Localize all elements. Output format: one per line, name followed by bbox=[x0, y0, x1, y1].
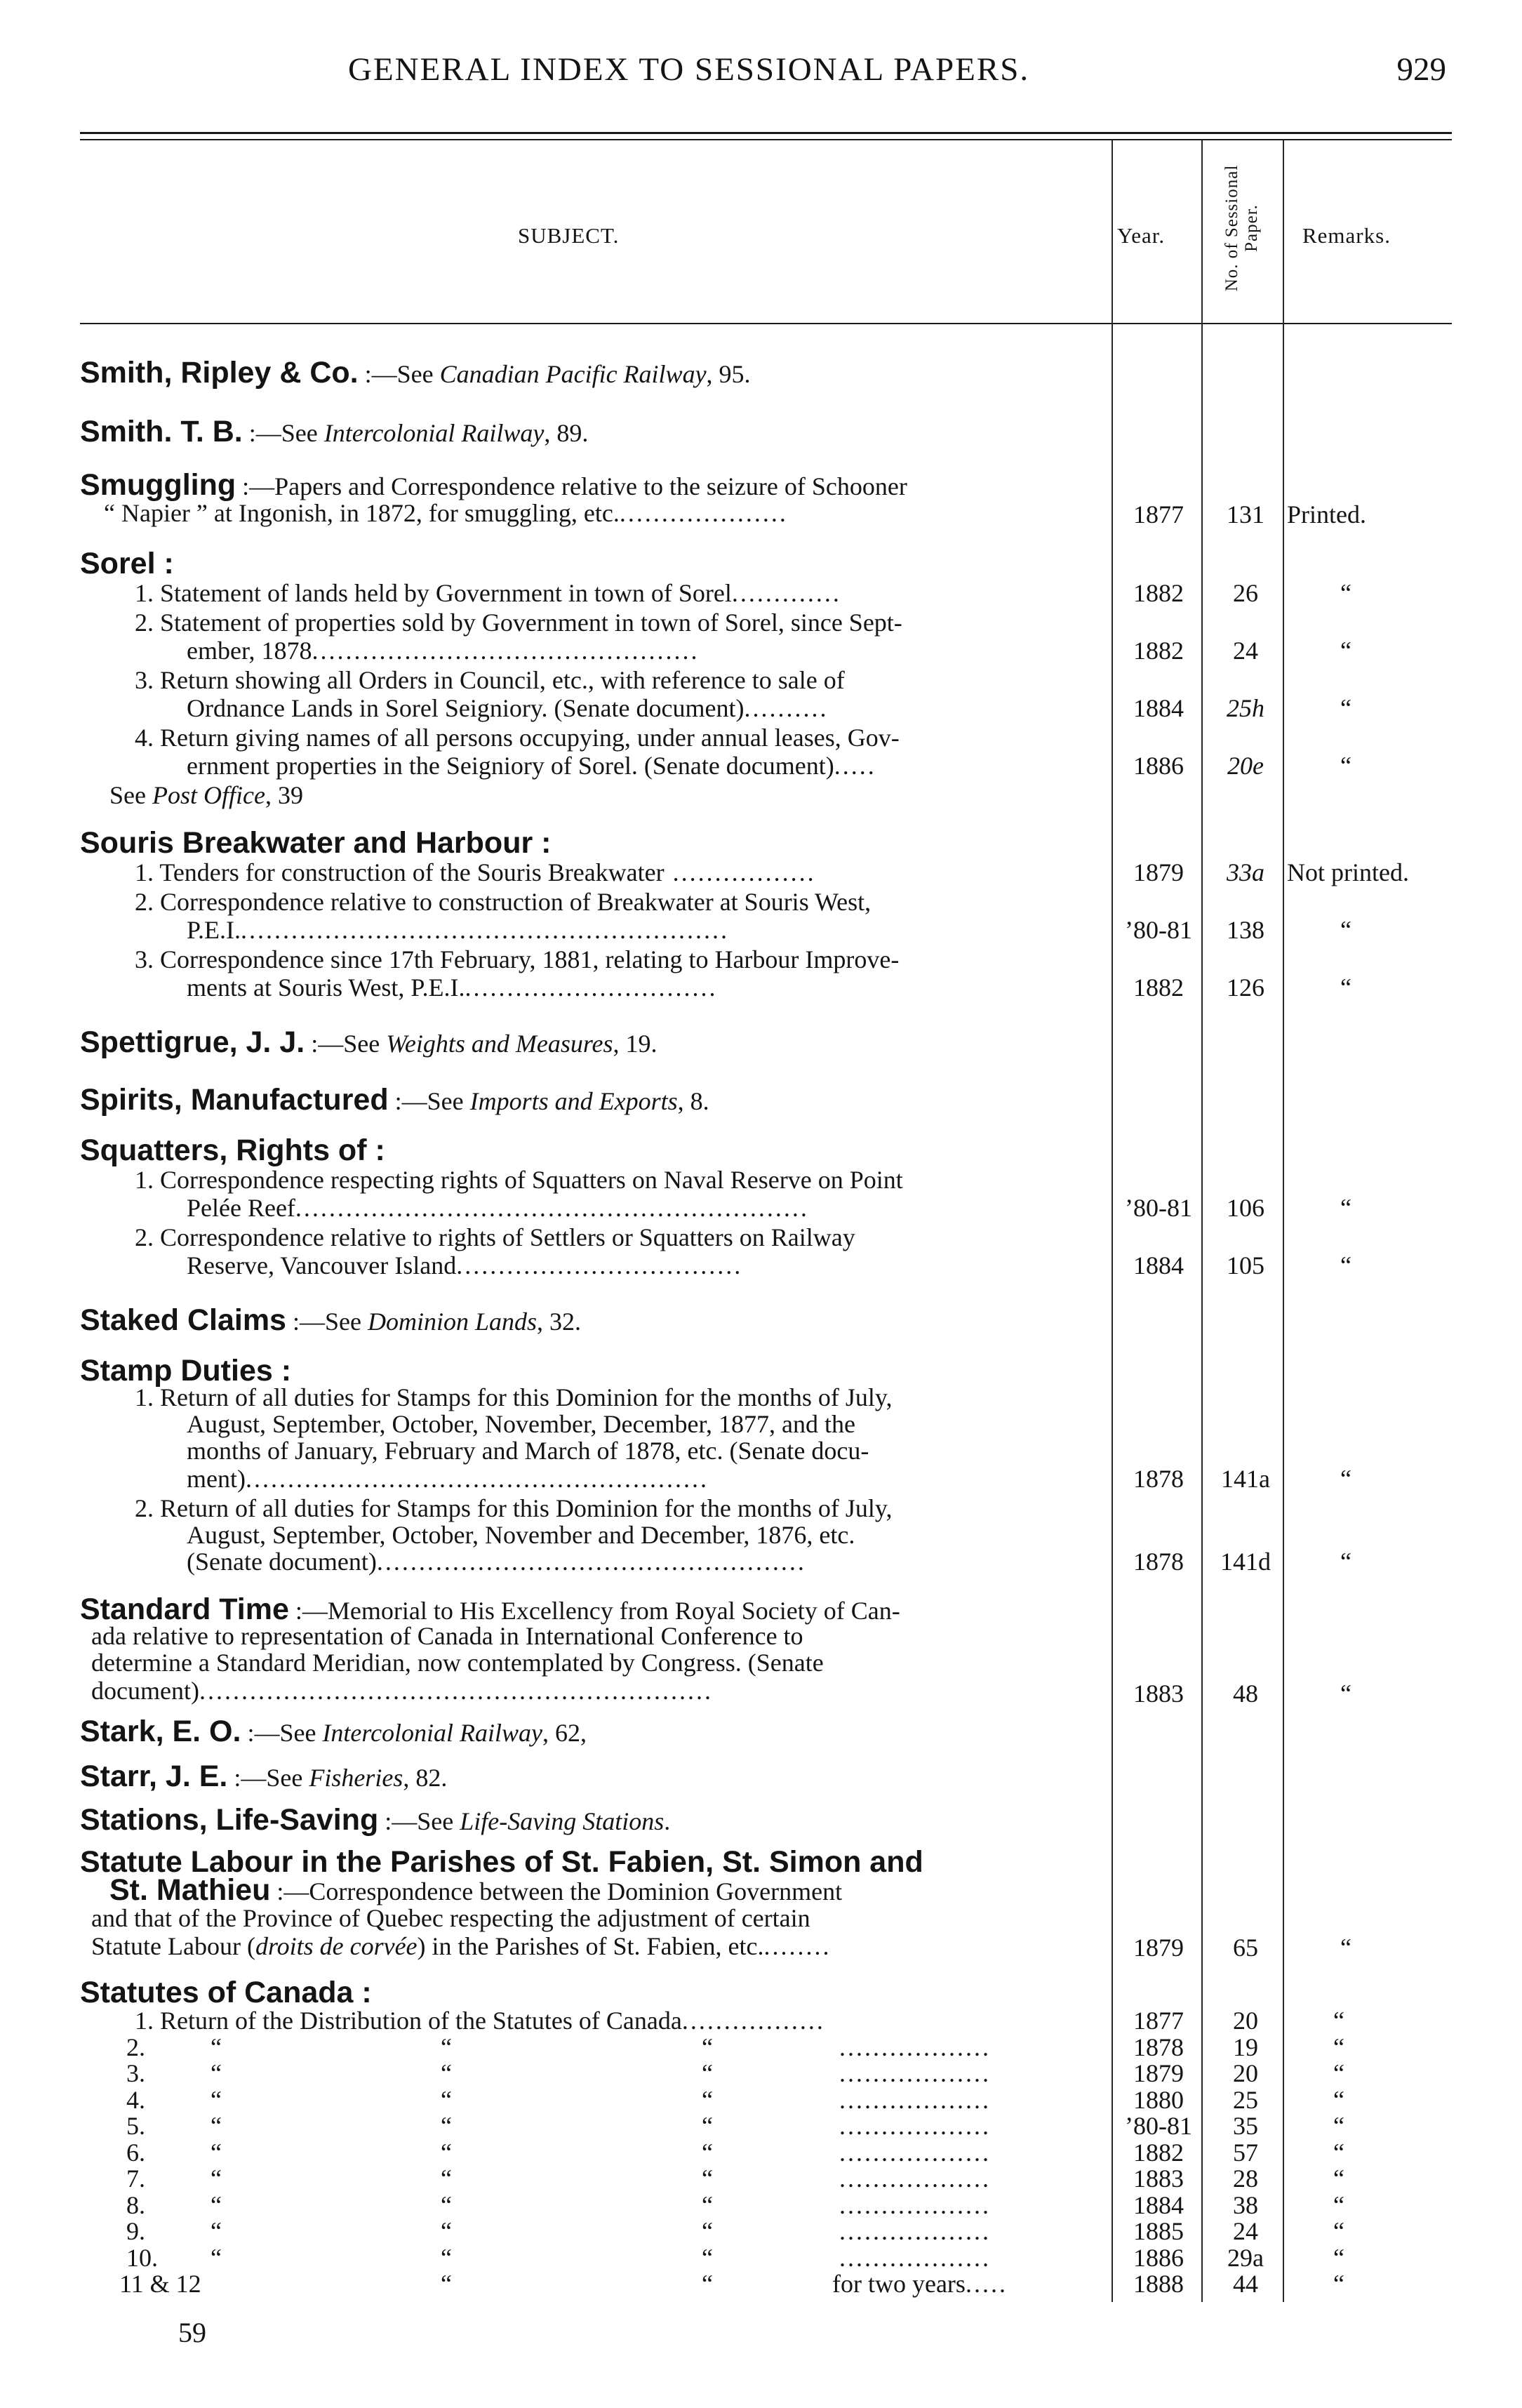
statute-row-text: for two years..... bbox=[832, 2270, 1008, 2298]
statute-row-number: 6. bbox=[126, 2138, 145, 2167]
list-item: 4. Return giving names of all persons occupying, under annual leases, Gov- bbox=[135, 724, 900, 752]
remarks-cell: “ bbox=[1333, 2033, 1344, 2061]
remarks-cell: “ bbox=[1340, 1465, 1351, 1493]
year-cell: ’80-81 bbox=[1125, 2112, 1192, 2140]
paper-number-cell: 106 bbox=[1227, 1194, 1264, 1222]
leader-dots: .................. bbox=[839, 2059, 991, 2087]
paper-number-column-header: No. of Sessional Paper. bbox=[1222, 164, 1261, 292]
remarks-cell: “ bbox=[1340, 973, 1351, 1002]
ditto-mark: “ bbox=[441, 2033, 452, 2061]
page-number: 929 bbox=[1396, 51, 1446, 88]
year-cell: 1884 bbox=[1133, 2191, 1184, 2219]
paper-number-cell: 19 bbox=[1233, 2033, 1258, 2061]
ditto-mark: “ bbox=[211, 2059, 222, 2087]
ditto-mark: “ bbox=[702, 2164, 713, 2193]
year-cell: 1888 bbox=[1133, 2270, 1184, 2298]
paper-number-cell: 26 bbox=[1233, 579, 1258, 607]
paper-number-cell: 20 bbox=[1233, 2007, 1258, 2035]
paper-number-cell: 141a bbox=[1221, 1465, 1270, 1493]
ditto-mark: “ bbox=[211, 2112, 222, 2140]
statute-row-number: 9. bbox=[126, 2217, 145, 2245]
year-cell: 1883 bbox=[1133, 1679, 1184, 1708]
remarks-cell: “ bbox=[1333, 2138, 1344, 2167]
leader-dots: .................. bbox=[839, 2112, 991, 2140]
ditto-mark: “ bbox=[211, 2244, 222, 2272]
ditto-mark: “ bbox=[441, 2270, 452, 2298]
paper-number-cell: 105 bbox=[1227, 1251, 1264, 1279]
paper-number-cell: 33a bbox=[1227, 858, 1264, 886]
ditto-mark: “ bbox=[211, 2164, 222, 2193]
ditto-mark: “ bbox=[702, 2191, 713, 2219]
ditto-mark: “ bbox=[441, 2217, 452, 2245]
entry-smith-tb: Smith. T. B. :—See Intercolonial Railway, 89. bbox=[80, 415, 589, 448]
leader-dots: .................. bbox=[839, 2217, 991, 2245]
year-cell: 1884 bbox=[1133, 1251, 1184, 1279]
entry-staked-claims: Staked Claims :—See Dominion Lands, 32. bbox=[80, 1303, 581, 1337]
remarks-cell: “ bbox=[1333, 2164, 1344, 2193]
paper-number-cell: 38 bbox=[1233, 2191, 1258, 2219]
year-cell: 1880 bbox=[1133, 2086, 1184, 2114]
remarks-cell: Not printed. bbox=[1287, 858, 1409, 886]
year-cell: 1882 bbox=[1133, 579, 1184, 607]
leader-dots: .................. bbox=[839, 2033, 991, 2061]
year-cell: 1878 bbox=[1133, 2033, 1184, 2061]
statute-row-number: 2. bbox=[126, 2033, 145, 2061]
paper-number-cell: 29a bbox=[1227, 2244, 1264, 2272]
ditto-mark: “ bbox=[702, 2244, 713, 2272]
year-cell: 1886 bbox=[1133, 752, 1184, 780]
entry-spettigrue: Spettigrue, J. J. :—See Weights and Measures, 19. bbox=[80, 1025, 657, 1059]
list-item: 1. Correspondence respecting rights of Squatters on Naval Reserve on Point bbox=[135, 1166, 903, 1194]
list-item: 2. Correspondence relative to construction of Breakwater at Souris West, bbox=[135, 888, 872, 916]
ditto-mark: “ bbox=[211, 2086, 222, 2114]
year-cell: 1885 bbox=[1133, 2217, 1184, 2245]
list-item: 2. Correspondence relative to rights of Settlers or Squatters on Railway bbox=[135, 1223, 855, 1251]
paper-number-cell: 44 bbox=[1233, 2270, 1258, 2298]
paper-number-cell: 35 bbox=[1233, 2112, 1258, 2140]
ditto-mark: “ bbox=[702, 2270, 713, 2298]
remarks-cell: “ bbox=[1333, 2217, 1344, 2245]
ditto-mark: “ bbox=[441, 2086, 452, 2114]
ditto-mark: “ bbox=[441, 2059, 452, 2087]
year-cell: 1884 bbox=[1133, 694, 1184, 722]
list-item: 1. Return of the Distribution of the Statutes of Canada................. bbox=[135, 2007, 825, 2035]
leader-dots: .................. bbox=[839, 2244, 991, 2272]
year-cell: 1878 bbox=[1133, 1465, 1184, 1493]
leader-dots: .................. bbox=[839, 2086, 991, 2114]
year-cell: 1879 bbox=[1133, 2059, 1184, 2087]
statute-row-number: 11 & 12 bbox=[119, 2270, 201, 2298]
ditto-mark: “ bbox=[702, 2033, 713, 2061]
ditto-mark: “ bbox=[702, 2086, 713, 2114]
year-cell: ’80-81 bbox=[1125, 916, 1192, 944]
entry-spirits: Spirits, Manufactured :—See Imports and Exports, 8. bbox=[80, 1083, 709, 1117]
year-cell: 1878 bbox=[1133, 1548, 1184, 1576]
remarks-column-header: Remarks. bbox=[1302, 223, 1391, 248]
leader-dots: .................. bbox=[839, 2164, 991, 2193]
paper-number-cell: 138 bbox=[1227, 916, 1264, 944]
list-item: 3. Correspondence since 17th February, 1881, relating to Harbour Improve- bbox=[135, 945, 900, 973]
ditto-mark: “ bbox=[211, 2191, 222, 2219]
see-also: See Post Office, 39 bbox=[109, 781, 303, 809]
leader-dots: .................. bbox=[839, 2191, 991, 2219]
remarks-cell: “ bbox=[1340, 752, 1351, 780]
statute-row-number: 7. bbox=[126, 2164, 145, 2193]
ditto-mark: “ bbox=[702, 2059, 713, 2087]
paper-number-cell: 24 bbox=[1233, 637, 1258, 665]
ditto-mark: “ bbox=[702, 2217, 713, 2245]
paper-number-cell: 28 bbox=[1233, 2164, 1258, 2193]
remarks-cell: “ bbox=[1333, 2270, 1344, 2298]
remarks-cell: “ bbox=[1340, 1679, 1351, 1708]
paper-number-cell: 25 bbox=[1233, 2086, 1258, 2114]
remarks-cell: Printed. bbox=[1287, 500, 1366, 528]
year-cell: 1877 bbox=[1133, 500, 1184, 528]
subject-column-header: SUBJECT. bbox=[518, 223, 620, 248]
ditto-mark: “ bbox=[211, 2138, 222, 2167]
ditto-mark: “ bbox=[441, 2244, 452, 2272]
remarks-cell: “ bbox=[1333, 2191, 1344, 2219]
remarks-cell: “ bbox=[1340, 1194, 1351, 1222]
entry-stark: Stark, E. O. :—See Intercolonial Railway, 62, bbox=[80, 1715, 587, 1748]
remarks-cell: “ bbox=[1340, 1548, 1351, 1576]
year-cell: 1882 bbox=[1133, 637, 1184, 665]
statute-row-number: 4. bbox=[126, 2086, 145, 2114]
paper-number-cell: 141d bbox=[1220, 1548, 1271, 1576]
statute-row-number: 10. bbox=[126, 2244, 158, 2272]
ditto-mark: “ bbox=[702, 2112, 713, 2140]
paper-number-cell: 25h bbox=[1227, 694, 1264, 722]
list-item: 1. Tenders for construction of the Souris Breakwater ................. bbox=[135, 858, 816, 886]
page-title: GENERAL INDEX TO SESSIONAL PAPERS. bbox=[348, 51, 1030, 88]
statute-row-number: 3. bbox=[126, 2059, 145, 2087]
ditto-mark: “ bbox=[702, 2138, 713, 2167]
year-cell: 1886 bbox=[1133, 2244, 1184, 2272]
entry-starr: Starr, J. E. :—See Fisheries, 82. bbox=[80, 1760, 448, 1793]
year-cell: 1883 bbox=[1133, 2164, 1184, 2193]
year-cell: 1882 bbox=[1133, 2138, 1184, 2167]
list-item: 2. Return of all duties for Stamps for this Dominion for the months of July, bbox=[135, 1494, 893, 1522]
remarks-cell: “ bbox=[1340, 1934, 1351, 1962]
list-item: 1. Statement of lands held by Government in town of Sorel............. bbox=[135, 579, 841, 607]
leader-dots: .................. bbox=[839, 2138, 991, 2167]
list-item: 1. Return of all duties for Stamps for this Dominion for the months of July, bbox=[135, 1383, 893, 1411]
paper-number-cell: 126 bbox=[1227, 973, 1264, 1002]
paper-number-cell: 48 bbox=[1233, 1679, 1258, 1708]
ditto-mark: “ bbox=[441, 2191, 452, 2219]
year-cell: 1879 bbox=[1133, 858, 1184, 886]
remarks-cell: “ bbox=[1340, 579, 1351, 607]
paper-number-cell: 20e bbox=[1227, 752, 1264, 780]
paper-number-cell: 65 bbox=[1233, 1934, 1258, 1962]
remarks-cell: “ bbox=[1340, 694, 1351, 722]
list-item: 3. Return showing all Orders in Council, etc., with reference to sale of bbox=[135, 666, 845, 694]
list-item: 2. Statement of properties sold by Government in town of Sorel, since Sept- bbox=[135, 608, 902, 637]
remarks-cell: “ bbox=[1333, 2086, 1344, 2114]
paper-number-cell: 20 bbox=[1233, 2059, 1258, 2087]
ditto-mark: “ bbox=[211, 2217, 222, 2245]
statute-row-number: 8. bbox=[126, 2191, 145, 2219]
statute-row-number: 5. bbox=[126, 2112, 145, 2140]
remarks-cell: “ bbox=[1333, 2059, 1344, 2087]
ditto-mark: “ bbox=[441, 2138, 452, 2167]
remarks-cell: “ bbox=[1340, 637, 1351, 665]
signature-mark: 59 bbox=[178, 2317, 206, 2348]
year-cell: 1882 bbox=[1133, 973, 1184, 1002]
remarks-cell: “ bbox=[1340, 916, 1351, 944]
paper-number-cell: 131 bbox=[1227, 500, 1264, 528]
year-cell: 1879 bbox=[1133, 1934, 1184, 1962]
entry-stations: Stations, Life-Saving :—See Life-Saving Stations. bbox=[80, 1803, 671, 1837]
paper-number-cell: 24 bbox=[1233, 2217, 1258, 2245]
ditto-mark: “ bbox=[441, 2164, 452, 2193]
year-cell: ’80-81 bbox=[1125, 1194, 1192, 1222]
remarks-cell: “ bbox=[1340, 1251, 1351, 1279]
year-cell: 1877 bbox=[1133, 2007, 1184, 2035]
remarks-cell: “ bbox=[1333, 2007, 1344, 2035]
year-column-header: Year. bbox=[1117, 223, 1166, 248]
remarks-cell: “ bbox=[1333, 2112, 1344, 2140]
ditto-mark: “ bbox=[441, 2112, 452, 2140]
paper-number-cell: 57 bbox=[1233, 2138, 1258, 2167]
index-body: Smith, Ripley & Co. :—See Canadian Pacific Railway, 95. Smith. T. B. :—See Intercolonial Railway, 89. Smuggling :—Papers and Correspondence relative to the seizure of Schooner “ Napier ” at Ingonish, in 1872, for smuggling, etc..................... 1877 131 Printed. Sorel : 1. Statement of lands held by Government in town of Sorel............. 1882 26 “ 2. Statement of properties sold by Government in town of Sorel, since Sept- ember, 1878.............................................. 1882 24 “ 3. Return showing all Orders in Council, etc., with reference to sale of Ordnance Lands in Sorel Seigniory. (Senate document).......... 1884 25h “ 4. Return giving names of all persons occupying, under annual leases, Gov- ernment properties in the Seigniory of Sorel. (Senate document)..... 1886 20e “ See Post Office, 39 Souris Breakwater and Harbour : 1. Tenders for construction of the Souris Breakwater ................. 1879 33a Not printed. 2. Correspondence relative to construction of Breakwater at Souris West, P.E.I........................................................... ’80-81 138 “ 3. Correspondence since 17th February, 1881, relating to Harbour Improve- ments at Souris West, P.E.I............................... 1882 126 “ Spettigrue, J. J. :—See Weights and Measures, 19. Spirits, Manufactured :—See Imports and Exports, 8. Squatters, Rights of : 1. Correspondence respecting rights of Squatters on Naval Reserve on Point Pelée Reef............................................................. ’80-81 106 “ 2. Correspondence relative to rights of Settlers or Squatters on Railway Reserve, Vancouver Island.................................. 1884 105 “ Staked Claims :—See Dominion Lands, 32. Stamp Duties : 1. Return of all duties for Stamps for this Dominion for the months of July, August, September, October, November, December, 1877, and the months of January, February and March of 1878, etc. (Senate docu- ment)....................................................... 1878 141a “ 2. Return of all duties for Stamps for this Dominion for the months of July, August, September, October, November and December, 1876, etc. (Senate document)................................................... 1878 141d “ Standard Time :—Memorial to His Excellency from Royal Society of Can- ada relative to representation of Canada in International Conference to determine a Standard Meridian, now contemplated by Congress. (Senate document)............................................................. 1883 48 “ Stark, E. O. :—See Intercolonial Railway, 62, Starr, J. E. :—See Fisheries, 82. Stations, Life-Saving :—See Life-Saving Stations. Statute Labour in the Parishes of St. Fabien, St. Simon and St. Mathieu :—Correspondence between the Dominion Government and that of the Province of Quebec respecting the adjustment of certain Statute Labour (droits de corvée) in the Parishes of St. Fabien, etc......... 1879 65 “ Statutes of Canada : 1. Return of the Distribution of the Statutes of Canada................. 1877 20 “ 2. “ “ “ .................. 1878 19 “ 3. “ “ “ .................. 1879 20 “ 4. “ “ “ .................. 1880 25 “ 5. “ “ “ .................. ’80-81 35 “ 6. “ “ “ .................. 1882 57 “ 7. “ “ “ .................. 1883 28 “ 8. “ “ “ .................. 1884 38 “ 9. “ “ “ .................. 1885 24 “ 10. “ “ “ .................. 1886 29a “ 11 & 12 “ “ for two years..... 1888 44 “ bbox=[80, 356, 1409, 2298]
ditto-mark: “ bbox=[211, 2033, 222, 2061]
remarks-cell: “ bbox=[1333, 2244, 1344, 2272]
entry-smith-ripley: Smith, Ripley & Co. :—See Canadian Pacific Railway, 95. bbox=[80, 356, 751, 390]
